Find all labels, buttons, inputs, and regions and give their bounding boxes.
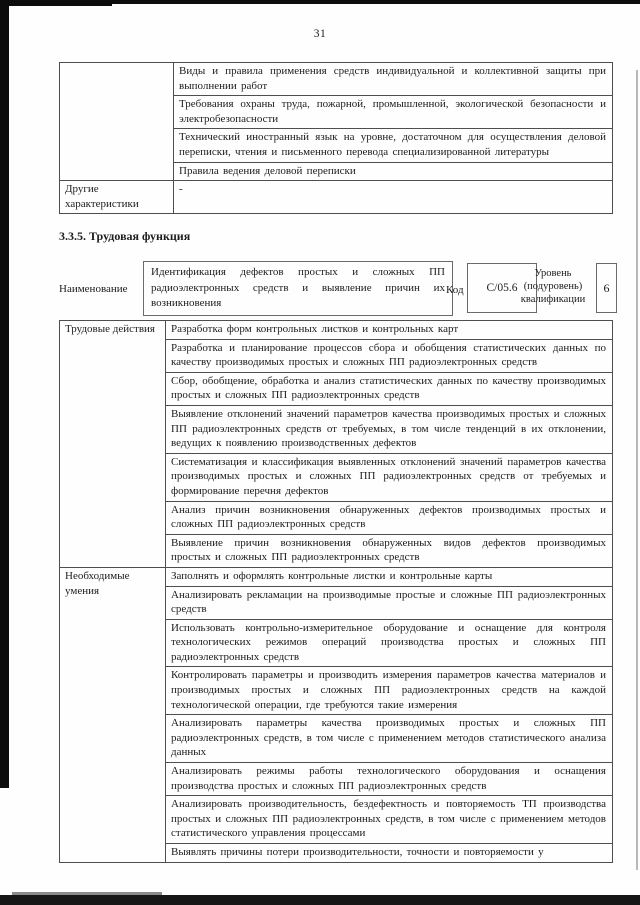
skill-cell: Использовать контрольно-измерительное оборудование и оснащение для контроля технологических режимов операций производства простых и сложных ПП радиоэлектронных средств	[166, 619, 613, 667]
skill-cell: Анализировать рекламации на производимые простые и сложные ПП радиоэлектронных средств	[166, 586, 613, 619]
knowledge-cell: Технический иностранный язык на уровне, достаточном для осуществления деловой переписки, чтения и письменного перевода специализированной литературы	[174, 129, 613, 162]
scan-edge-bottom	[0, 895, 640, 905]
table-row	[60, 567, 613, 586]
skill-cell: Анализировать производительность, бездефектность и повторяемость ТП производства простых и сложных ПП радиоэлектронных средств, в том числе с применением методов статистического управления процессами	[166, 796, 613, 844]
skill-cell: Анализировать режимы работы технологического оборудования и оснащения производства простых и сложных ПП радиоэлектронных средств	[166, 763, 613, 796]
skill-cell: Контролировать параметры и производить измерения параметров качества материалов и производимых простых и сложных ПП радиоэлектронных средств на каждой технологической операции, где требуются такие измерения	[166, 667, 613, 715]
page-number: 31	[313, 28, 327, 40]
action-cell: Выявление причин возникновения обнаруженных видов дефектов производимых простых и сложных ПП радиоэлектронных средств	[166, 534, 613, 567]
action-cell: Выявление отклонений значений параметров качества производимых простых и сложных ПП радиоэлектронных средств от требуемых, в том числе тенденций в их отклонении, ведущих к появлению производственных дефектов	[166, 405, 613, 453]
empty-label-cell	[60, 63, 174, 181]
function-code-box: С/05.6	[467, 263, 537, 313]
function-name-label: Наименование	[59, 283, 128, 295]
function-name-box: Идентификация дефектов простых и сложных ПП радиоэлектронных средств и выявление причин их возникновения	[143, 261, 453, 316]
table-row	[60, 321, 613, 340]
scan-edge-left	[0, 5, 9, 788]
knowledge-table	[59, 62, 613, 214]
table-row	[60, 63, 613, 96]
scan-edge-top-left	[0, 0, 112, 6]
knowledge-cell: Правила ведения деловой переписки	[174, 162, 613, 181]
skill-cell: Выявлять причины потери производительности, точности и повторяемости у	[166, 844, 613, 863]
action-cell: Анализ причин возникновения обнаруженных дефектов производимых простых и сложных ПП радиоэлектронных средств	[166, 501, 613, 534]
table-row	[60, 181, 613, 214]
scan-edge-right	[636, 70, 638, 870]
knowledge-cell: Требования охраны труда, пожарной, промышленной, экологической безопасности и электробезопасности	[174, 96, 613, 129]
knowledge-cell: Виды и правила применения средств индивидуальной и коллективной защиты при выполнении работ	[174, 63, 613, 96]
section-heading: 3.3.5. Трудовая функция	[59, 229, 191, 243]
other-characteristics-label: Другие характеристики	[60, 181, 174, 214]
skill-cell: Заполнять и оформлять контрольные листки и контрольные карты	[166, 567, 613, 586]
function-level-box: 6	[596, 263, 617, 313]
function-level-label: Уровень (подуровень) квалификации	[520, 268, 586, 305]
action-cell: Разработка и планирование процессов сбора и обобщения статистических данных по качеству производимых простых и сложных ПП радиоэлектронных средств	[166, 339, 613, 372]
skill-cell: Анализировать параметры качества производимых простых и сложных ПП радиоэлектронных средств, в том числе с применением методов статистического анализа данных	[166, 715, 613, 763]
action-cell: Сбор, обобщение, обработка и анализ статистических данных по качеству производимых простых и сложных ПП радиоэлектронных средств	[166, 372, 613, 405]
skills-label: Необходимые умения	[60, 567, 166, 862]
action-cell: Систематизация и классификация выявленных отклонений значений параметров качества производимых простых и сложных ПП радиоэлектронных средств от требуемых и формирование перечня дефектов	[166, 453, 613, 501]
actions-label: Трудовые действия	[60, 321, 166, 568]
action-cell: Разработка форм контрольных листков и контрольных карт	[166, 321, 613, 340]
function-table	[59, 320, 613, 863]
other-characteristics-value: -	[174, 181, 613, 214]
function-code-label: Код	[446, 284, 464, 296]
